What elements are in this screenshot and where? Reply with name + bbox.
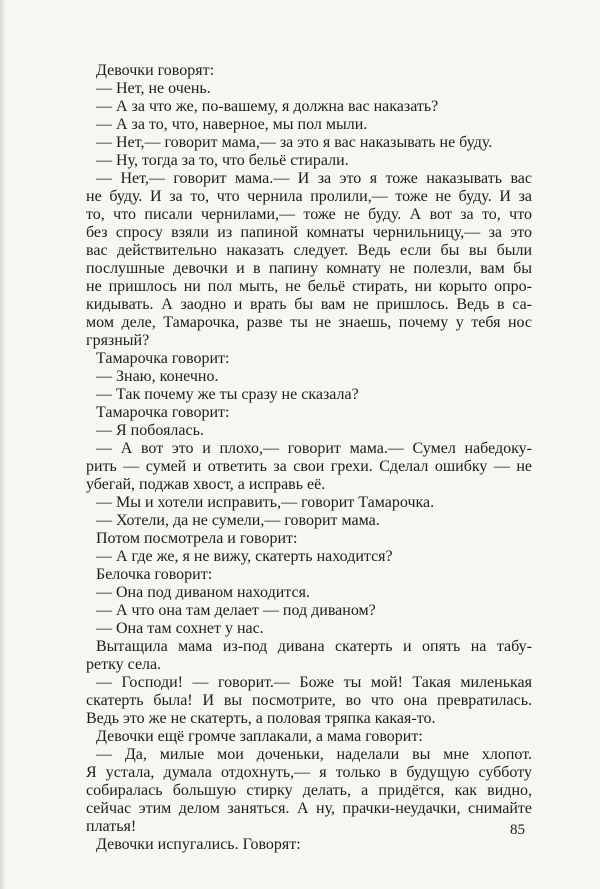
text-line: — Нет,— говорит мама.— И за это я тоже наказывать вас xyxy=(96,170,532,187)
text-line: Ведь это же не скатерть, а половая тряпка какая-то. xyxy=(86,710,436,727)
text-line: — Нет, не очень. xyxy=(96,80,211,97)
page-edge-shadow xyxy=(0,0,6,889)
text-line: Я устала, думала отдохнуть,— я только в будущую субботу xyxy=(86,764,532,781)
text-line: Девочки ещё громче заплакали, а мама говорит: xyxy=(96,728,423,745)
text-line: без спросу взяли из папиной комнаты чернильницу,— за это xyxy=(86,224,532,241)
text-line: Тамарочка говорит: xyxy=(96,350,230,367)
text-line: — А вот это и плохо,— говорит мама.— Сумел набедоку- xyxy=(96,440,532,457)
text-line: вас действительно наказать следует. Ведь если бы вы были xyxy=(86,242,532,259)
text-line: Девочки испугались. Говорят: xyxy=(96,836,301,853)
text-line: Девочки говорят: xyxy=(96,62,215,79)
text-line: — А что она там делает — под диваном? xyxy=(96,602,376,619)
text-line: — Я побоялась. xyxy=(96,422,204,439)
text-line: мом деле, Тамарочка, разве ты не знаешь, почему у тебя нос xyxy=(86,314,532,331)
text-line: собиралась большую стирку делать, а придётся, как видно, xyxy=(86,782,532,799)
text-line: — А за то, что, наверное, мы пол мыли. xyxy=(96,116,368,133)
text-line: платья! xyxy=(86,818,137,835)
text-line: убегай, поджав хвост, а исправь её. xyxy=(86,476,326,493)
text-line: скатерть была! И вы посмотрите, во что она превратилась. xyxy=(86,692,532,709)
text-line: ретку села. xyxy=(86,656,162,673)
text-line: — Так почему же ты сразу не сказала? xyxy=(96,386,359,403)
text-line: Потом посмотрела и говорит: xyxy=(96,530,298,547)
text-line: рить — сумей и ответить за свои грехи. Сделал ошибку — не xyxy=(86,458,532,475)
body-text xyxy=(86,62,532,854)
text-line: — Мы и хотели исправить,— говорит Тамарочка. xyxy=(96,494,435,511)
page-number: 85 xyxy=(510,822,525,838)
text-line: кидывать. А заодно и врать бы вам не пришлось. Ведь в са- xyxy=(86,296,532,313)
text-line: Тамарочка говорит: xyxy=(96,404,230,421)
text-line: сейчас этим делом заняться. А ну, прачки-неудачки, снимайте xyxy=(86,800,532,817)
text-line: послушные девочки и в папину комнату не полезли, вам бы xyxy=(86,260,532,277)
text-line: — Хотели, да не сумели,— говорит мама. xyxy=(96,512,380,529)
text-line: — Она там сохнет у нас. xyxy=(96,620,264,637)
text-line: — Нет,— говорит мама,— за это я вас наказывать не буду. xyxy=(96,134,493,151)
text-line: не буду. И за то, что чернила пролили,— тоже не буду. И за xyxy=(86,188,532,205)
text-line: — Господи! — говорит.— Боже ты мой! Такая миленькая xyxy=(96,674,532,691)
text-line: — Знаю, конечно. xyxy=(96,368,219,385)
text-line: не пришлось ни пол мыть, не бельё стирать, ни корыто опро- xyxy=(86,278,532,295)
text-line: — А за что же, по-вашему, я должна вас наказать? xyxy=(96,98,439,115)
text-line: — Да, милые мои доченьки, наделали вы мне хлопот. xyxy=(96,746,532,763)
text-line: Вытащила мама из-под дивана скатерть и опять на табу- xyxy=(96,638,532,655)
text-line: Белочка говорит: xyxy=(96,566,213,583)
text-line: — Она под диваном находится. xyxy=(96,584,310,601)
text-line: грязный? xyxy=(86,332,150,349)
text-line: то, что писали чернилами,— тоже не буду. А вот за то, что xyxy=(86,206,532,223)
text-line: — А где же, я не вижу, скатерть находится? xyxy=(96,548,393,565)
text-line: — Ну, тогда за то, что бельё стирали. xyxy=(96,152,349,169)
